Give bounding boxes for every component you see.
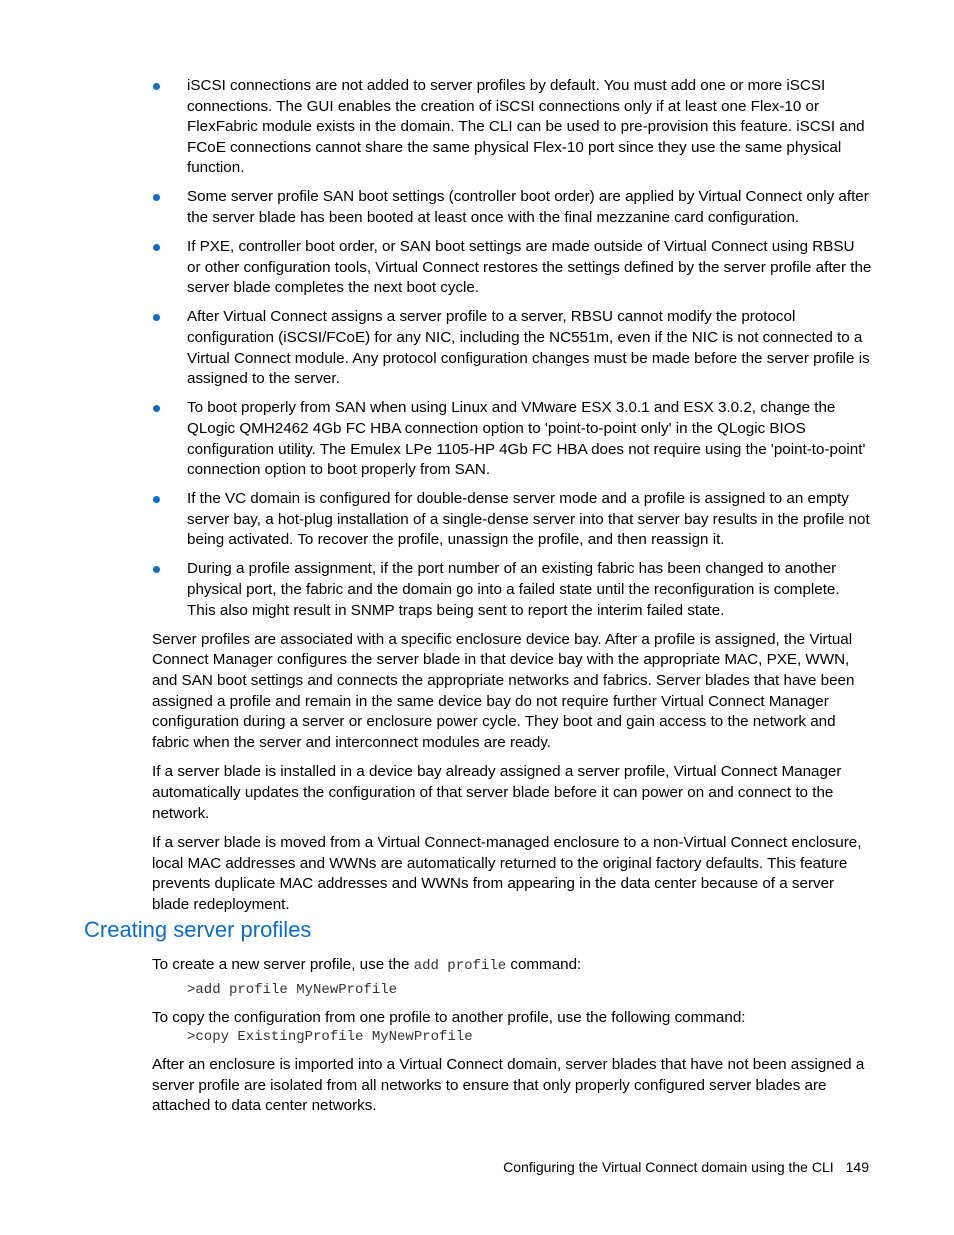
create-intro-tail: command:: [506, 956, 582, 973]
bullet-text: During a profile assignment, if the port number of an existing fabric has been changed to another physical port, the fabric and the domain go into a failed state until the reconfiguration is complete. This also might result in SNMP traps being sent to report the interim failed state.: [187, 560, 840, 619]
bullet-text: iSCSI connections are not added to server profiles by default. You must add one or more iSCSI connections. The GUI enables the creation of iSCSI connections only if at least one Flex-10 or FlexFabric module exists in the domain. The CLI can be used to pre-provision this feature. iSCSI and FCoE connections cannot share the same physical Flex-10 port since they use the same physical function.: [187, 77, 865, 177]
bullet-text: If the VC domain is configured for double-dense server mode and a profile is assigned to an empty server bay, a hot-plug installation of a single-dense server into that server bay results in the profile not being activated. To recover the profile, unassign the profile, and then reassign it.: [187, 490, 870, 549]
bullet-text: After Virtual Connect assigns a server profile to a server, RBSU cannot modify the protocol configuration (iSCSI/FCoE) for any NIC, including the NC551m, even if the NIC is not connected to a Virtual Connect module. Any protocol configuration changes must be made before the server profile is assigned to the server.: [187, 308, 870, 388]
create-command-example: >add profile MyNewProfile: [187, 981, 398, 998]
bullet-item: [152, 489, 872, 551]
bullet-dot-icon: [153, 194, 160, 201]
page-body: [152, 76, 872, 924]
create-intro: [152, 955, 872, 977]
body-paragraph: Server profiles are associated with a specific enclosure device bay. After a profile is assigned, the Virtual Connect Manager configures the server blade in that device bay with the appropriate MAC, PXE, WWN, and SAN boot settings and connects the appropriate networks and fabrics. Server blades that have been assigned a profile and remain in the same device bay do not require further Virtual Connect Manager configuration during a server or enclosure power cycle. They boot and gain access to the network and fabric when the server and interconnect modules are ready.: [152, 630, 855, 751]
bullet-item: [152, 187, 872, 228]
footer-chapter-title: Configuring the Virtual Connect domain using the CLI: [503, 1159, 834, 1175]
bullet-dot-icon: [153, 83, 160, 90]
bullet-item: [152, 307, 872, 389]
bullet-dot-icon: [153, 314, 160, 321]
section-body: [152, 955, 872, 1126]
closing-paragraph: After an enclosure is imported into a Virtual Connect domain, server blades that have not been assigned a server profile are isolated from all networks to ensure that only properly configured server blades are attached to data center networks.: [152, 1056, 865, 1115]
create-intro-text: To create a new server profile, use the: [152, 956, 414, 973]
section-heading: Creating server profiles: [84, 917, 312, 942]
page-number: 149: [845, 1159, 869, 1175]
bullet-item: [152, 559, 872, 621]
body-paragraph: If a server blade is moved from a Virtual Connect-managed enclosure to a non-Virtual Connect enclosure, local MAC addresses and WWNs are automatically returned to the original factory defaults. This feature prevents duplicate MAC addresses and WWNs from appearing in the data center because of a server blade redeployment.: [152, 834, 862, 913]
bullet-text: Some server profile SAN boot settings (controller boot order) are applied by Virtual Connect only after the server blade has been booted at least once with the final mezzanine card configuration.: [187, 188, 869, 227]
page-footer: [503, 1157, 869, 1177]
bullet-dot-icon: [153, 566, 160, 573]
bullet-text: To boot properly from SAN when using Linux and VMware ESX 3.0.1 and ESX 3.0.2, change the QLogic QMH2462 4Gb FC HBA connection option to 'point-to-point only' in the QLogic BIOS configuration utility. The Emulex LPe 1105-HP 4Gb FC HBA does not require using the 'point-to-point' connection option to boot properly from SAN.: [187, 399, 866, 479]
bullet-dot-icon: [153, 496, 160, 503]
bullet-dot-icon: [153, 405, 160, 412]
inline-command: add profile: [413, 958, 507, 974]
bullet-dot-icon: [153, 244, 160, 251]
bullet-item: [152, 398, 872, 480]
bullet-text: If PXE, controller boot order, or SAN boot settings are made outside of Virtual Connect using RBSU or other configuration tools, Virtual Connect restores the settings defined by the server profile after the server blade completes the next boot cycle.: [187, 238, 872, 297]
bullet-item: [152, 237, 872, 299]
body-paragraph: If a server blade is installed in a device bay already assigned a server profile, Virtual Connect Manager automatically updates the configuration of that server blade before it can power on and connect to the network.: [152, 763, 842, 822]
copy-intro: To copy the configuration from one profile to another profile, use the following command:: [152, 1008, 746, 1026]
bullet-item: [152, 76, 872, 179]
notes-bullet-list: [152, 76, 872, 621]
copy-command-example: >copy ExistingProfile MyNewProfile: [187, 1029, 473, 1046]
